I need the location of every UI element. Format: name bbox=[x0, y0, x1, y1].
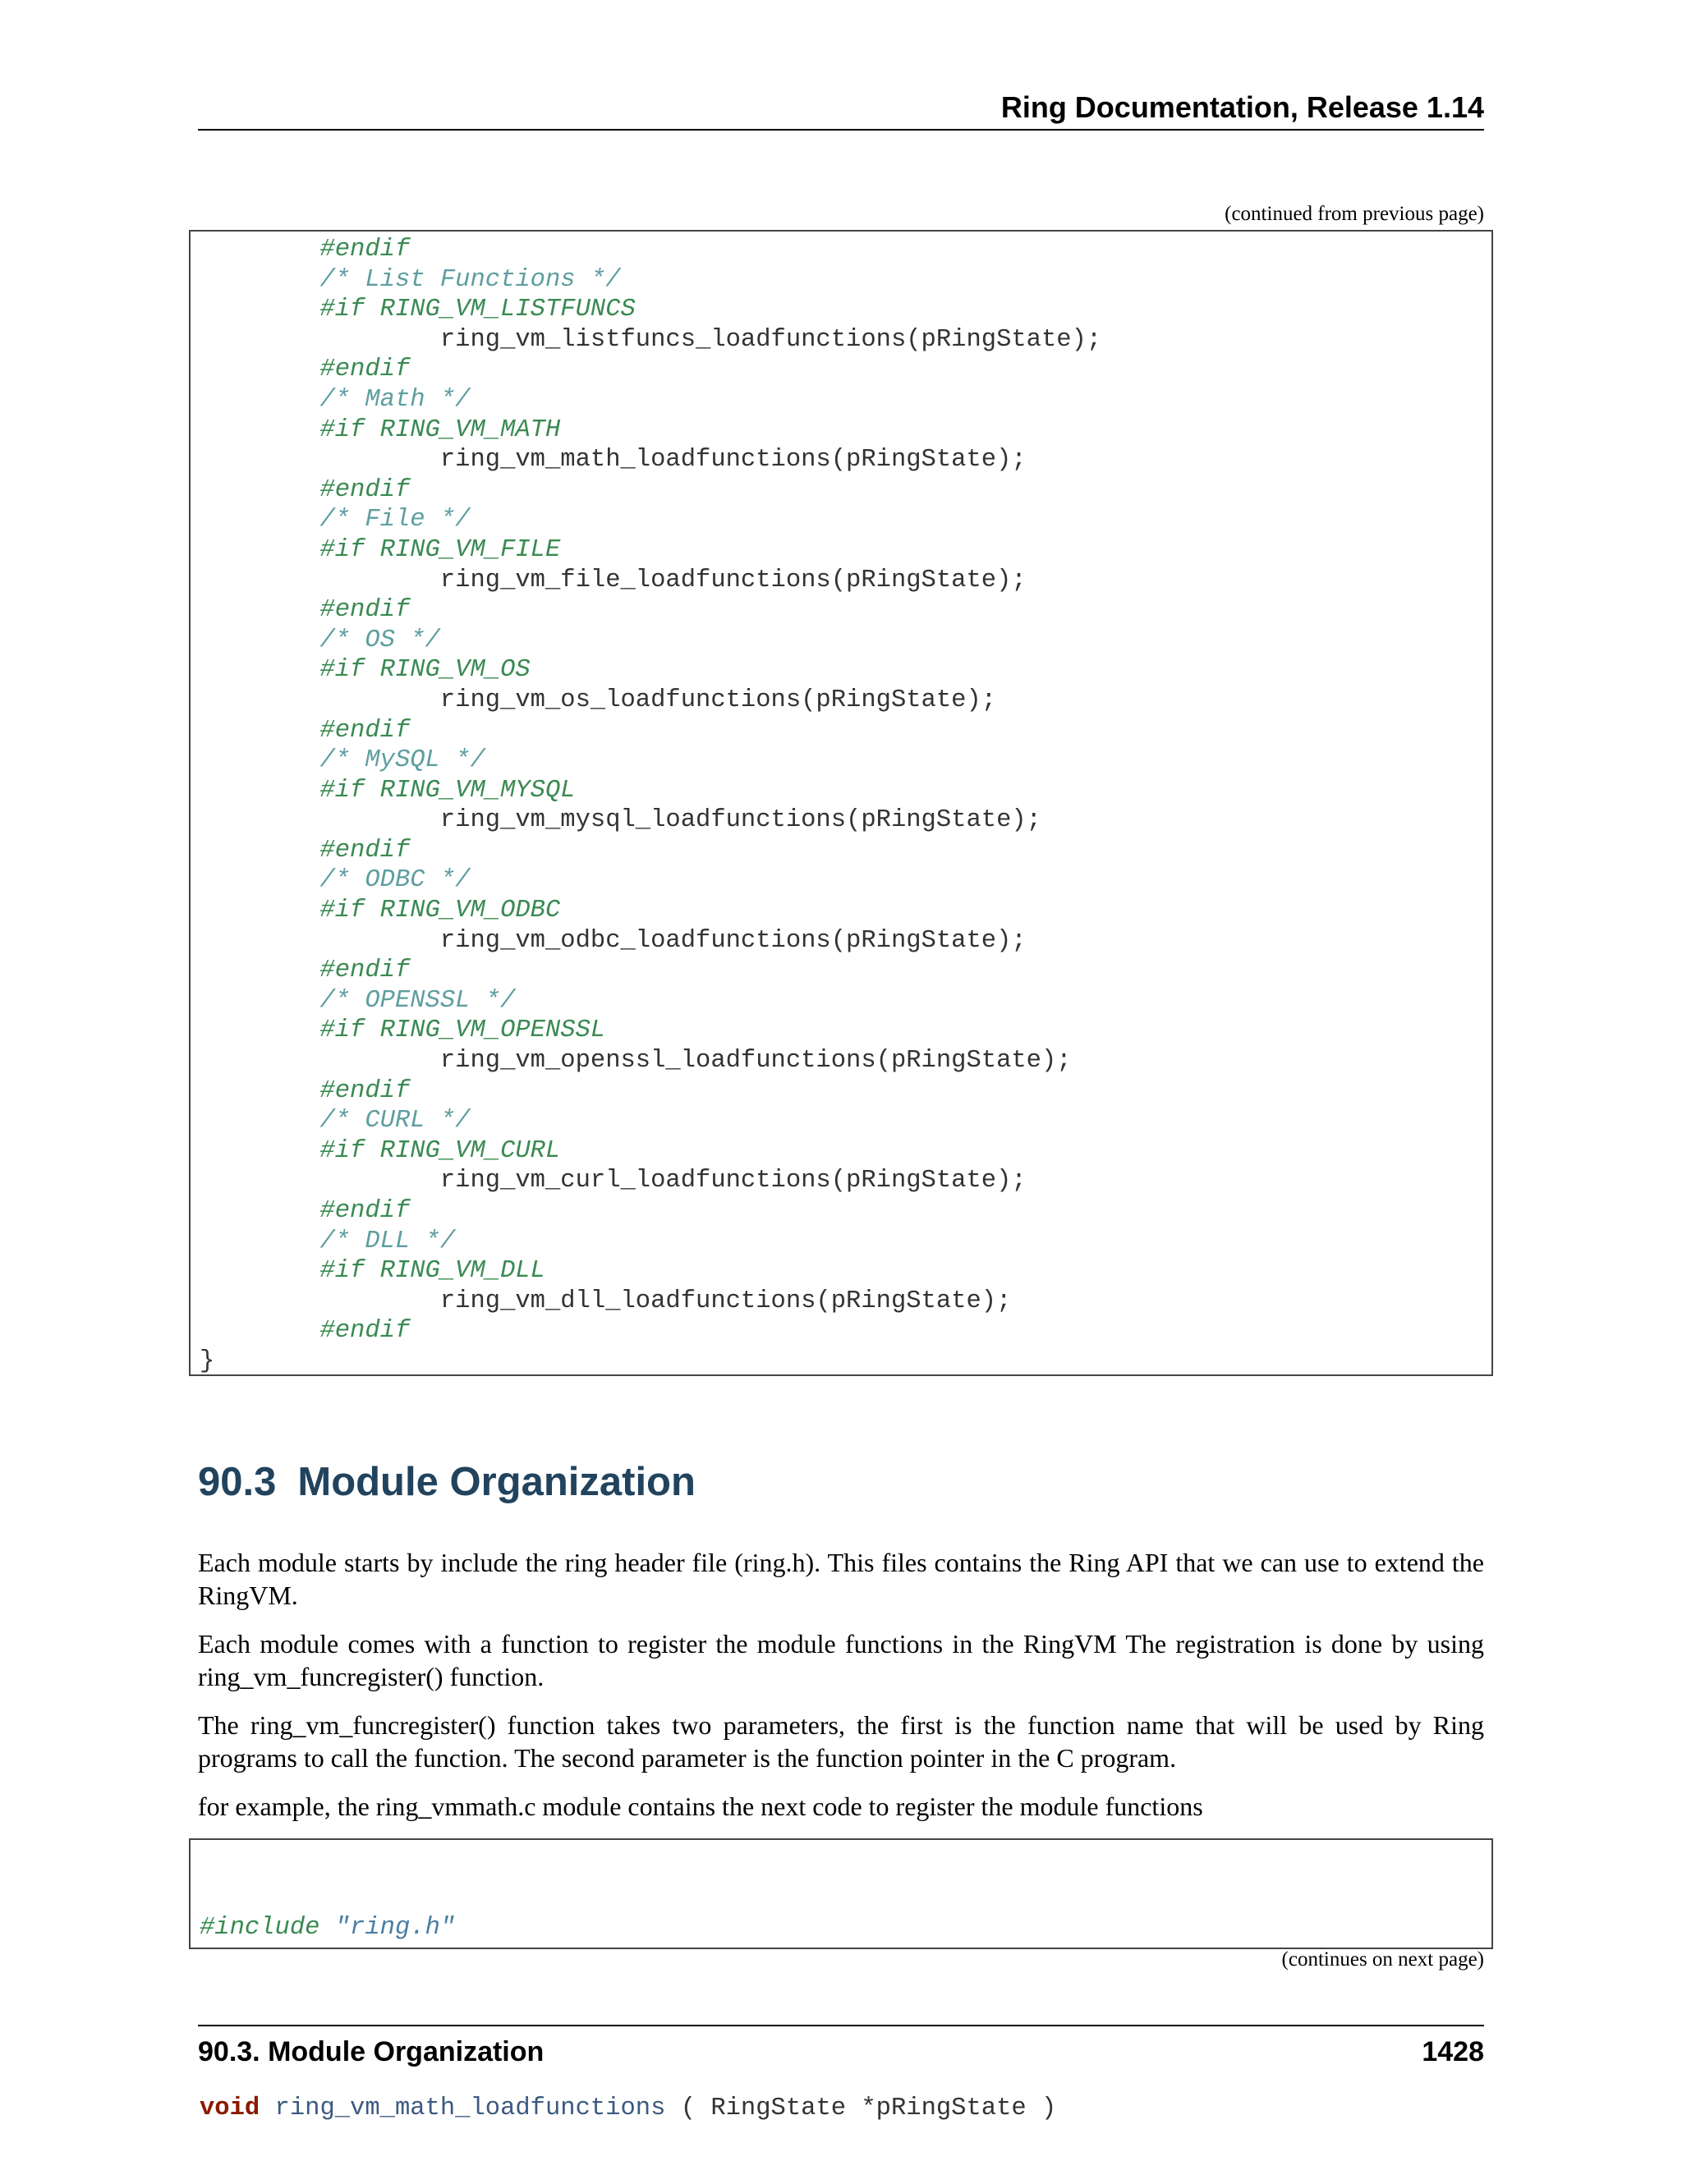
code-text: ring_vm_dll_loadfunctions(pRingState); bbox=[439, 1287, 1012, 1315]
footer-rule bbox=[198, 2025, 1484, 2026]
code-text: #endif bbox=[319, 836, 411, 865]
code-line-function-signature bbox=[200, 2094, 1491, 2124]
section-number: 90.3 bbox=[198, 1460, 277, 1504]
code-indent bbox=[200, 1016, 319, 1044]
code-indent bbox=[200, 1227, 319, 1255]
paragraph-4: for example, the ring_vmmath.c module contains the next code to register the module functions bbox=[198, 1792, 1203, 1821]
code-indent bbox=[200, 356, 319, 383]
section-heading bbox=[198, 1459, 696, 1505]
code-indent bbox=[200, 506, 319, 534]
code-line bbox=[200, 595, 1491, 626]
code-line bbox=[200, 865, 1491, 896]
code-text: #endif bbox=[319, 1317, 411, 1346]
code-line bbox=[200, 716, 1491, 746]
code-indent bbox=[200, 927, 440, 955]
code-text: #if RING_VM_DLL bbox=[319, 1257, 545, 1286]
code-line bbox=[200, 1196, 1491, 1227]
code-line bbox=[200, 415, 1491, 446]
code-line bbox=[200, 1256, 1491, 1287]
continued-from-note: (continued from previous page) bbox=[1225, 203, 1484, 225]
code-line bbox=[200, 776, 1491, 806]
code-indent bbox=[200, 596, 319, 624]
code-line bbox=[200, 1046, 1491, 1076]
code-indent bbox=[200, 536, 319, 564]
code-line bbox=[200, 535, 1491, 566]
include-filename: "ring.h" bbox=[334, 1914, 456, 1943]
code-line bbox=[200, 1287, 1491, 1317]
code-indent bbox=[200, 236, 319, 264]
code-line bbox=[200, 655, 1491, 686]
code-indent bbox=[200, 837, 319, 865]
code-text: #if RING_VM_MYSQL bbox=[319, 776, 576, 805]
code-text: /* File */ bbox=[319, 506, 471, 535]
code-text: /* CURL */ bbox=[319, 1107, 471, 1136]
code-text: ring_vm_odbc_loadfunctions(pRingState); bbox=[439, 926, 1027, 955]
code-text: #endif bbox=[319, 596, 411, 625]
code-line bbox=[200, 626, 1491, 656]
code-text: #endif bbox=[319, 1076, 411, 1105]
code-text: /* ODBC */ bbox=[319, 866, 471, 895]
code-line bbox=[200, 686, 1491, 716]
code-line bbox=[200, 896, 1491, 926]
code-indent bbox=[200, 777, 319, 805]
code-indent bbox=[200, 746, 319, 774]
code-line bbox=[200, 1136, 1491, 1167]
code-indent bbox=[200, 717, 319, 745]
code-line bbox=[200, 1166, 1491, 1196]
code-text: #if RING_VM_OPENSSL bbox=[319, 1016, 606, 1045]
code-block-load-functions bbox=[189, 230, 1493, 1376]
code-line bbox=[200, 836, 1491, 866]
running-header-title: Ring Documentation, Release 1.14 bbox=[1000, 90, 1484, 124]
code-text: /* OPENSSL */ bbox=[319, 986, 516, 1015]
code-text: #if RING_VM_OS bbox=[319, 656, 531, 685]
section-title-text: Module Organization bbox=[297, 1460, 696, 1504]
code-indent bbox=[200, 686, 440, 714]
code-text: ring_vm_file_loadfunctions(pRingState); bbox=[439, 566, 1027, 594]
paragraph-1: Each module starts by include the ring header file (ring.h). This files contains the Ring API that we can use to extend the RingVM. bbox=[198, 1548, 1484, 1610]
code-line bbox=[200, 385, 1491, 415]
code-indent bbox=[200, 1317, 319, 1345]
code-text: } bbox=[200, 1347, 215, 1375]
footer-page-number: 1428 bbox=[1422, 2036, 1484, 2067]
code-text: ring_vm_math_loadfunctions(pRingState); bbox=[439, 446, 1027, 475]
code-line bbox=[200, 1347, 1491, 1377]
code-text: #if RING_VM_ODBC bbox=[319, 897, 561, 925]
code-line bbox=[200, 325, 1491, 356]
code-indent bbox=[200, 326, 440, 354]
function-name: ring_vm_math_loadfunctions bbox=[274, 2094, 666, 2122]
code-line bbox=[200, 746, 1491, 776]
code-text: /* OS */ bbox=[319, 626, 440, 654]
paragraph-3: The ring_vm_funcregister() function takes two parameters, the first is the function name that will be used by Ring programs to call the function. The second parameter is the function pointer in the C program. bbox=[198, 1710, 1484, 1773]
code-indent bbox=[200, 1287, 440, 1315]
code-line bbox=[200, 265, 1491, 296]
code-listing-2 bbox=[191, 1840, 1491, 2184]
code-text: ring_vm_listfuncs_loadfunctions(pRingState); bbox=[439, 325, 1102, 354]
code-text: #endif bbox=[319, 1197, 411, 1225]
include-directive: #include bbox=[200, 1914, 320, 1943]
code-line bbox=[200, 1316, 1491, 1347]
code-indent bbox=[200, 957, 319, 984]
code-indent bbox=[200, 416, 319, 444]
code-text: #if RING_VM_CURL bbox=[319, 1136, 561, 1165]
code-line-blank bbox=[200, 2003, 1491, 2034]
code-line bbox=[200, 805, 1491, 836]
code-indent bbox=[200, 266, 319, 294]
code-line bbox=[200, 1106, 1491, 1136]
code-indent bbox=[200, 626, 319, 654]
code-indent bbox=[200, 1137, 319, 1165]
code-text: ring_vm_curl_loadfunctions(pRingState); bbox=[439, 1167, 1027, 1195]
header-rule bbox=[198, 129, 1484, 131]
code-indent bbox=[200, 476, 319, 504]
code-indent bbox=[200, 1167, 440, 1195]
code-text: ring_vm_os_loadfunctions(pRingState); bbox=[439, 686, 997, 714]
code-indent bbox=[200, 296, 319, 323]
code-indent bbox=[200, 1077, 319, 1105]
code-indent bbox=[200, 567, 440, 594]
code-indent bbox=[200, 987, 319, 1015]
code-listing bbox=[191, 232, 1491, 1377]
code-text: #endif bbox=[319, 475, 411, 504]
code-text: /* Math */ bbox=[319, 385, 471, 414]
code-text: #if RING_VM_MATH bbox=[319, 415, 561, 444]
code-text: #if RING_VM_LISTFUNCS bbox=[319, 296, 636, 324]
code-indent bbox=[200, 1257, 319, 1285]
code-line bbox=[200, 235, 1491, 265]
code-line bbox=[200, 1016, 1491, 1046]
code-text: ring_vm_openssl_loadfunctions(pRingState); bbox=[439, 1047, 1072, 1076]
code-line bbox=[200, 475, 1491, 506]
code-indent bbox=[200, 446, 440, 474]
code-line bbox=[200, 986, 1491, 1016]
code-text: #endif bbox=[319, 716, 411, 745]
code-line bbox=[200, 1227, 1491, 1257]
code-indent bbox=[200, 866, 319, 894]
code-line bbox=[200, 1076, 1491, 1107]
function-params: ( RingState *pRingState ) bbox=[665, 2094, 1057, 2122]
code-line bbox=[200, 355, 1491, 385]
continues-on-note: (continues on next page) bbox=[1281, 1948, 1484, 1971]
code-line-include bbox=[200, 1913, 1491, 1943]
code-text: /* List Functions */ bbox=[319, 265, 621, 294]
code-line bbox=[200, 926, 1491, 957]
void-keyword: void bbox=[200, 2094, 260, 2122]
code-line bbox=[200, 956, 1491, 986]
code-indent bbox=[200, 386, 319, 414]
code-indent bbox=[200, 1047, 440, 1075]
code-indent bbox=[200, 1107, 319, 1135]
code-indent bbox=[200, 656, 319, 684]
code-line bbox=[200, 505, 1491, 535]
code-text: #endif bbox=[319, 356, 411, 384]
code-indent bbox=[200, 1197, 319, 1225]
code-indent bbox=[200, 897, 319, 925]
code-indent bbox=[200, 806, 440, 834]
paragraph-2: Each module comes with a function to register the module functions in the RingVM The registration is done by using ring_vm_funcregister() function. bbox=[198, 1629, 1484, 1691]
code-text: #if RING_VM_FILE bbox=[319, 535, 561, 564]
code-text: ring_vm_mysql_loadfunctions(pRingState); bbox=[439, 806, 1041, 835]
code-text: /* MySQL */ bbox=[319, 746, 485, 775]
code-line bbox=[200, 445, 1491, 475]
code-text: #endif bbox=[319, 236, 411, 264]
code-text: /* DLL */ bbox=[319, 1227, 456, 1255]
footer-section-name: 90.3. Module Organization bbox=[198, 2036, 545, 2067]
code-line bbox=[200, 295, 1491, 325]
code-line bbox=[200, 566, 1491, 596]
code-text: #endif bbox=[319, 957, 411, 985]
